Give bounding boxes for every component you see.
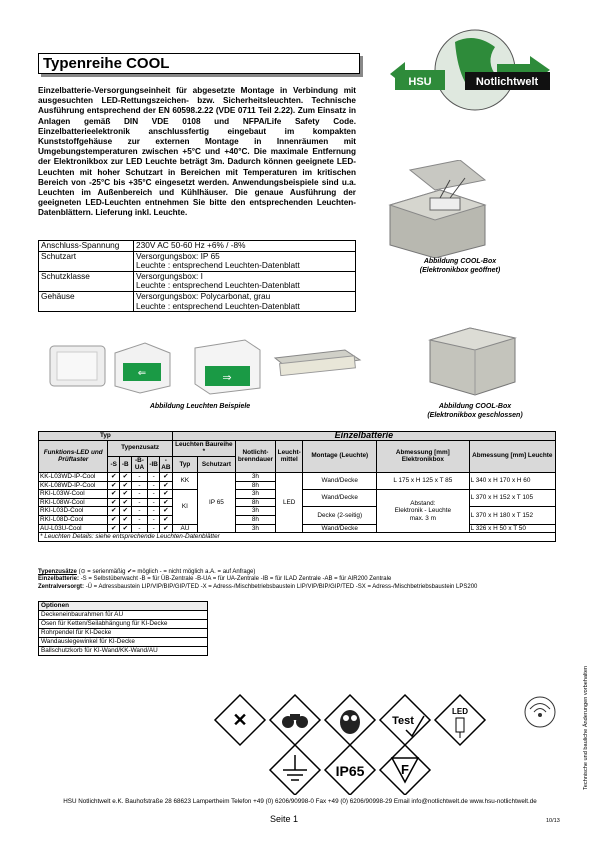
caption-line: (Elektronikbox geschlossen) xyxy=(427,411,523,419)
header-schutzart: Schutzart xyxy=(198,456,236,472)
cell-leuchtmittel: LED xyxy=(276,472,303,532)
logo-text-notlichtwelt: Notlichtwelt xyxy=(475,76,539,88)
cell-ab: ✔ xyxy=(159,507,172,516)
note-line xyxy=(38,584,558,591)
header-abm-leuchte: Abmessung [mm] Leuchte xyxy=(469,440,555,472)
cell-ab: ✔ xyxy=(159,472,172,481)
spec-line: Versorgungsbox: I xyxy=(136,270,203,281)
cell-s: ✔ xyxy=(108,472,120,481)
cell-bua: - xyxy=(131,498,148,507)
svg-text:⇒: ⇒ xyxy=(222,372,232,384)
header-typ2: Typ xyxy=(172,456,197,472)
cell-ib: - xyxy=(148,524,160,533)
specs-table xyxy=(38,240,356,312)
header-zusatz-ab: -AB xyxy=(161,456,171,472)
cell-s: ✔ xyxy=(108,498,120,507)
type-suffix-notes xyxy=(38,569,558,591)
cell-abm-leuchte: L 326 x H 50 x T 50 xyxy=(469,524,555,533)
header-abm-elektronik: Abmessung [mm] Elektronikbox xyxy=(377,440,470,472)
cell-s: ✔ xyxy=(108,507,120,516)
cell-ib: - xyxy=(148,490,160,499)
row-name: KK-L03WD-IP-Cool xyxy=(39,472,108,481)
spec-row xyxy=(39,241,356,252)
abstand-line: Elektronik - Leuchte xyxy=(394,507,452,515)
cell-montage: Wand/Decke xyxy=(303,524,377,533)
cell-s: ✔ xyxy=(108,524,120,533)
side-note-text: Technische und bauliche Änderungen vorbehalten xyxy=(583,665,589,790)
header-zusatz-s: -S xyxy=(108,456,120,472)
option-item: Deckeneinbaurahmen für AU xyxy=(39,611,208,620)
svg-text:⇐: ⇐ xyxy=(137,368,147,379)
note-label: Zentralversorgt: xyxy=(38,583,85,590)
cell-bua: - xyxy=(131,515,148,524)
header-zusatz-ib: -IB xyxy=(148,456,160,472)
note-line xyxy=(38,576,558,583)
header-baureihe: Leuchten Baureihe * xyxy=(172,440,235,456)
intro-text: Einzelbatterie-Versorgungseinheit für abgesetzte Montage in Verbindung mit ausgesuchten LED-Rettungszeichen- bzw. Sicherheitsleuchten. Technische Ausführung entsprechend der EN 60598.2.22 (VDE 0711 Teil 2.22). Zum Einsatz in Anlagen gemäß DIN VDE 0108 und NFPA/Life Safety Code. Einzelbatterieelektronik anschlussfertig eingebaut im kompakten Kunststoffgehäuse zur externen Montage in Innenräumen mit Umgebungstemperaturen zwischen +5°C und +40°C. Die maximale Entfernung der Elektronikbox zur LED Leuchte beträgt 3m. Dadurch können geeignete LED-Leuchten mit hoher Schutzart in Bereichen mit Temperaturen im kritischen Bereich von -25°C bis +35°C eingesetzt werden. Anwendungsbeispiele sind u.a. Leuchten im Außenbereich und Kühlhäuser. Die genaue Ausführung der geeigneten LED-Leuchten entnehmen Sie bitte den entsprechenden Leuchten-Datenblättern. Lieferung inkl. Leuchte. xyxy=(38,86,356,218)
cell-s: ✔ xyxy=(108,490,120,499)
certification-symbols xyxy=(210,690,570,795)
cell-montage: Wand/Decke xyxy=(303,490,377,507)
cell-bua: - xyxy=(131,524,148,533)
cell-b: ✔ xyxy=(119,490,131,499)
header-leuchtmittel: Leucht-mittel xyxy=(276,440,303,472)
spec-value xyxy=(134,251,356,271)
spec-value xyxy=(134,271,356,291)
spec-row xyxy=(39,271,356,291)
header-notlicht: Notlicht-brenndauer xyxy=(235,440,275,472)
hsu-notlichtwelt-logo xyxy=(385,22,555,117)
row-name: RKI-L08W-Cool xyxy=(39,498,108,507)
cool-box-closed-image xyxy=(425,320,520,400)
caption-box-closed xyxy=(405,403,545,420)
test-label: Test xyxy=(392,715,414,727)
spec-line: Leuchte : entsprechend Leuchten-Datenblatt xyxy=(136,260,300,271)
header-funktion: Funktions-LED und Prüftaster xyxy=(39,440,108,472)
note-text: -Ü = Adressbaustein LIP/VIP/BIP/GIP/TED -X = Adress-/Mischbetriebsbaustein LIP/VIP/BIP/GIP/TED -SX = Adress-/Mischbetriebsbaustein LPS200 xyxy=(85,583,478,590)
spec-row xyxy=(39,251,356,271)
row-name: RKI-L08D-Cool xyxy=(39,515,108,524)
spec-key: Schutzart xyxy=(39,251,134,271)
abstand-line: Abstand: xyxy=(410,499,436,507)
spec-line: Leuchte : entsprechend Leuchten-Datenblatt xyxy=(136,280,300,291)
spec-line: Versorgungsbox: Polycarbonat, grau xyxy=(136,290,271,301)
header-zusatz-bua: -B-UA xyxy=(131,456,148,472)
option-item: Wandauslegewinkel für KI-Decke xyxy=(39,638,208,647)
option-item: Ösen für Ketten/Seilabhängung für KI-Decke xyxy=(39,620,208,629)
note-text: (⊙ = serienmäßig ✔= möglich - = nicht möglich a.A. = auf Anfrage) xyxy=(78,569,256,575)
cool-box-open-image xyxy=(380,160,500,260)
cell-s: ✔ xyxy=(108,481,120,490)
cell-ab: ✔ xyxy=(159,524,172,533)
cell-bua: - xyxy=(131,507,148,516)
cell-s: ✔ xyxy=(108,515,120,524)
abstand-line: max. 3 m xyxy=(409,514,436,522)
cell-typ-au: AU xyxy=(172,524,197,533)
spec-line: 230V AC 50-60 Hz +6% / -8% xyxy=(136,240,246,250)
cell-ib: - xyxy=(148,498,160,507)
row-name: AU-L03U-Cool xyxy=(39,524,108,533)
product-table xyxy=(38,431,556,542)
options-header: Optionen xyxy=(39,602,208,611)
spec-key: Anschluss-Spannung xyxy=(39,241,134,252)
note-label: Einzelbatterie: xyxy=(38,576,80,583)
page-number: Seite 1 xyxy=(270,814,299,824)
row-name: RKI-L03D-Cool xyxy=(39,507,108,516)
cell-montage: Decke (2-seitig) xyxy=(303,507,377,524)
cell-dauer: 3h xyxy=(235,490,275,499)
wireless-icon xyxy=(525,697,555,727)
cell-bua: - xyxy=(131,481,148,490)
cell-dauer: 3h xyxy=(235,472,275,481)
options-table xyxy=(38,601,208,656)
title-box xyxy=(38,53,360,74)
header-montage: Montage (Leuchte) xyxy=(303,440,377,472)
cell-b: ✔ xyxy=(119,498,131,507)
cell-abm-leuchte: L 370 x H 152 x T 105 xyxy=(469,490,555,507)
page-title: Typenreihe COOL xyxy=(43,55,170,72)
cell-dauer: 8h xyxy=(235,515,275,524)
luminaires-examples-image xyxy=(45,338,365,396)
row-name: RKI-L03W-Cool xyxy=(39,490,108,499)
cell-b: ✔ xyxy=(119,481,131,490)
ip65-label: IP65 xyxy=(335,763,365,779)
doc-date: 10/13 xyxy=(546,818,560,824)
caption-line: Abbildung COOL-Box xyxy=(423,258,497,265)
cell-dauer: 8h xyxy=(235,498,275,507)
footer-address: HSU Notlichtwelt e.K. Bauhofstraße 28 68623 Lampertheim Telefon +49 (0) 6206/90998-0 Fax +49 (0) 6206/90998-29 Email info@notlichtwelt.de www.hsu-notlichtwelt.de xyxy=(63,798,537,805)
header-typenzusatz: Typenzusatz xyxy=(108,440,172,456)
cell-ib: - xyxy=(148,481,160,490)
cell-b: ✔ xyxy=(119,524,131,533)
cell-schutzart: IP 65 xyxy=(198,472,236,532)
header-zusatz-b: -B xyxy=(119,456,131,472)
led-label: LED xyxy=(452,707,468,716)
cell-typ-ki: KI xyxy=(172,490,197,524)
cell-ab: ✔ xyxy=(159,498,172,507)
cell-ib: - xyxy=(148,507,160,516)
cell-ab: ✔ xyxy=(159,481,172,490)
note-text: -S = Selbstüberwacht -B = für ÜB-Zentrale -B-UA = für UA-Zentrale -IB = für ILAD Zentrale -AB = für AIR200 Zentrale xyxy=(80,576,392,583)
cell-ib: - xyxy=(148,515,160,524)
cell-dauer: 3h xyxy=(235,524,275,533)
spec-key: Schutzklasse xyxy=(39,271,134,291)
header-einzelbatterie: Einzelbatterie xyxy=(172,432,555,441)
spec-line: Versorgungsbox: IP 65 xyxy=(136,250,220,261)
cell-bua: - xyxy=(131,490,148,499)
spec-row xyxy=(39,291,356,311)
table-footnote: * Leuchten Details: siehe entsprechende Leuchten-Datenblätter xyxy=(39,533,556,542)
option-item: Rohrpendel für KI-Decke xyxy=(39,629,208,638)
row-name: KK-L08WD-IP-Cool xyxy=(39,481,108,490)
cell-b: ✔ xyxy=(119,515,131,524)
cell-montage: Wand/Decke xyxy=(303,472,377,489)
spec-value xyxy=(134,291,356,311)
cell-ab: ✔ xyxy=(159,490,172,499)
caption-line: (Elektronikbox geöffnet) xyxy=(419,266,501,274)
spec-key: Gehäuse xyxy=(39,291,134,311)
option-item: Ballschutzkorb für KI-Wand/KK-Wand/AU xyxy=(39,647,208,656)
table-row xyxy=(39,472,556,481)
cell-abm-leuchte: L 370 x H 180 x T 152 xyxy=(469,507,555,524)
spec-value xyxy=(134,241,356,252)
header-typ: Typ xyxy=(39,432,173,441)
logo-text-hsu: HSU xyxy=(408,76,432,88)
cell-b: ✔ xyxy=(119,507,131,516)
cell-dauer: 8h xyxy=(235,481,275,490)
caption-box-open xyxy=(400,258,520,275)
cell-typ-kk: KK xyxy=(172,472,197,489)
cell-ab: ✔ xyxy=(159,515,172,524)
cell-ib: - xyxy=(148,472,160,481)
svg-text:✕: ✕ xyxy=(232,710,248,730)
note-label: Typenzusätze xyxy=(38,569,77,575)
caption-line: Abbildung COOL-Box xyxy=(438,403,512,410)
cell-abm-leuchte: L 340 x H 170 x H 60 xyxy=(469,472,555,489)
cell-dauer: 3h xyxy=(235,507,275,516)
caption-luminaires: Abbildung Leuchten Beispiele xyxy=(149,403,251,410)
side-note xyxy=(573,640,589,790)
cell-abm-box: L 175 x H 125 x T 85 xyxy=(377,472,470,489)
f-label: F xyxy=(401,762,409,777)
cell-bua: - xyxy=(131,472,148,481)
cell-b: ✔ xyxy=(119,472,131,481)
cell-abstand xyxy=(377,490,470,533)
spec-line: Leuchte : entsprechend Leuchten-Datenblatt xyxy=(136,300,300,311)
